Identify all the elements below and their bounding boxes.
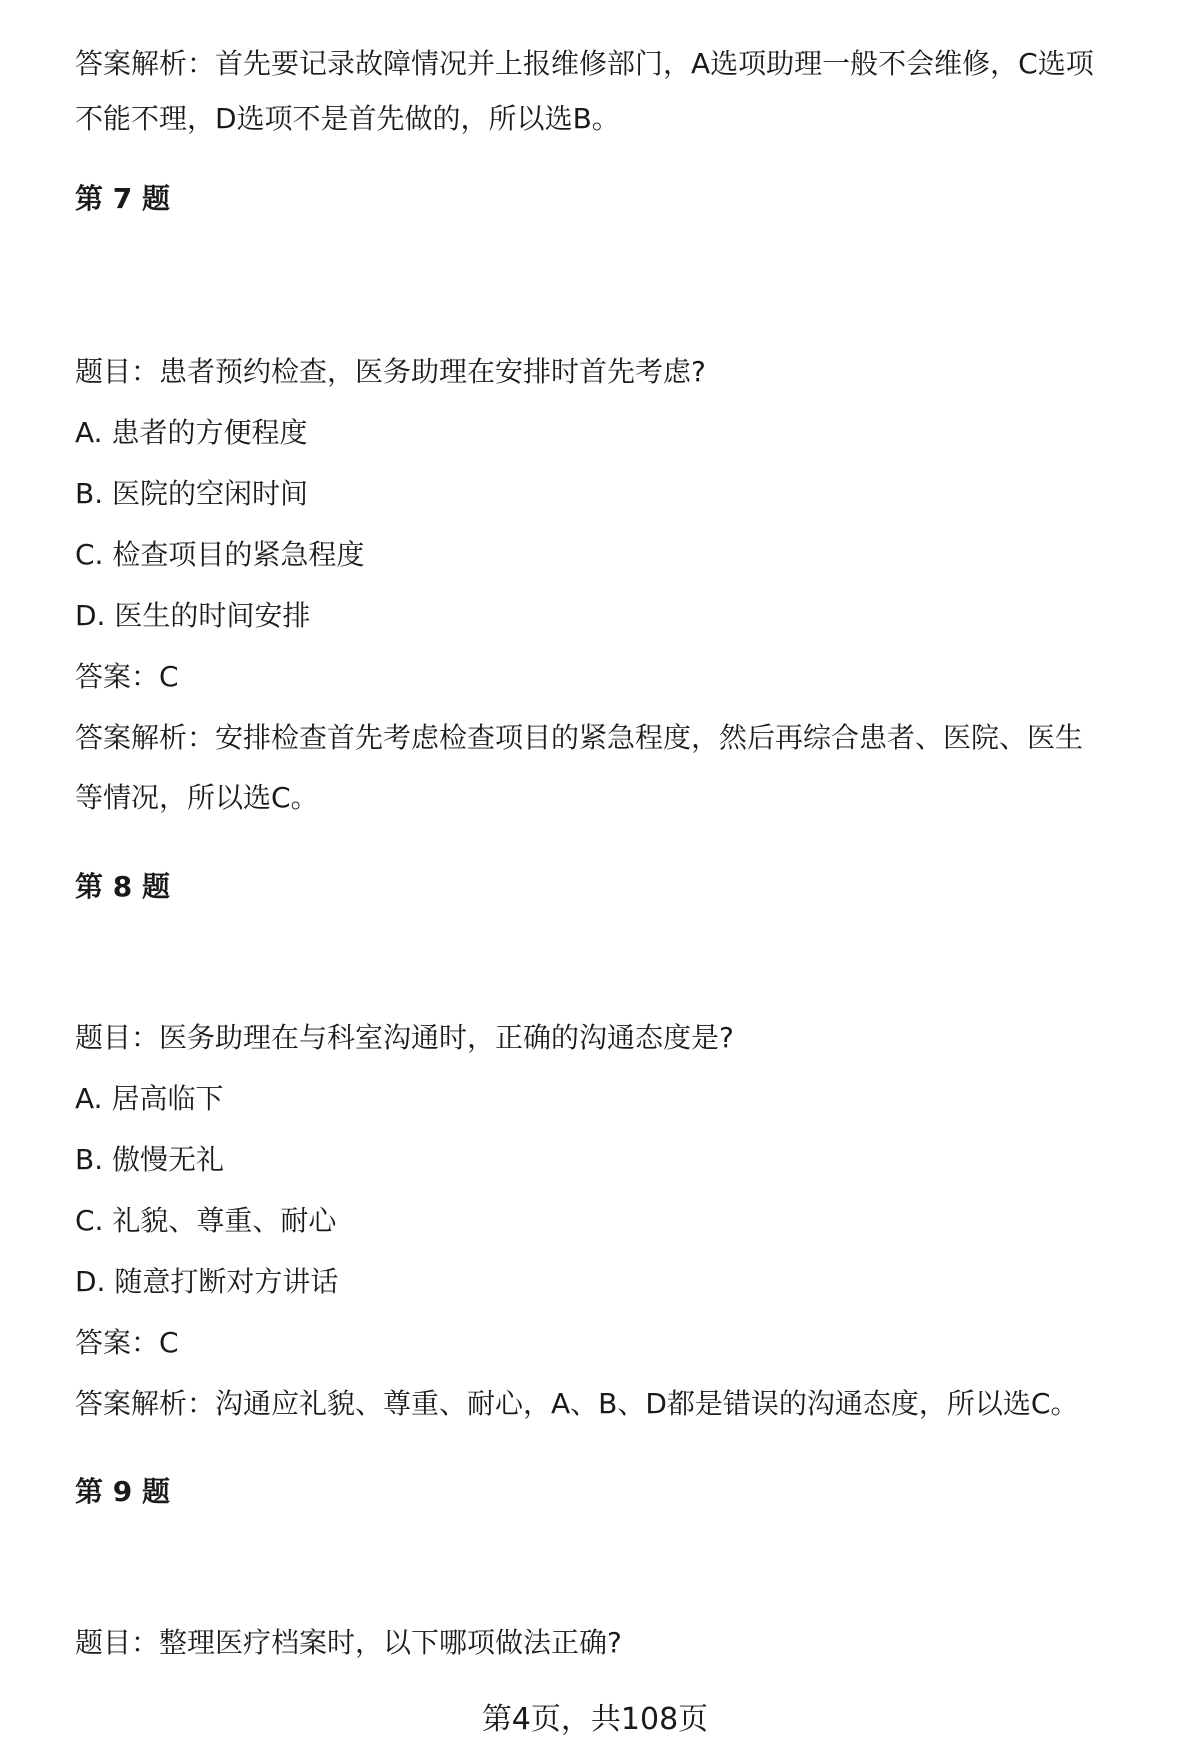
q7-answer: 答案：C xyxy=(75,660,179,693)
q8-heading: 第 8 题 xyxy=(75,870,170,903)
q7-heading: 第 7 题 xyxy=(75,182,170,215)
q8-answer: 答案：C xyxy=(75,1326,179,1359)
q8-option-b: B. 傲慢无礼 xyxy=(75,1143,225,1176)
q7-option-d: D. 医生的时间安排 xyxy=(75,599,311,632)
q8-option-d: D. 随意打断对方讲话 xyxy=(75,1265,339,1298)
q7-explanation-line2: 等情况，所以选C。 xyxy=(75,781,319,814)
q8-option-a: A. 居高临下 xyxy=(75,1082,224,1115)
q8-explanation-line1: 答案解析：沟通应礼貌、尊重、耐心，A、B、D都是错误的沟通态度，所以选C。 xyxy=(75,1387,1079,1420)
q9-question: 题目：整理医疗档案时，以下哪项做法正确? xyxy=(75,1626,622,1659)
q7-option-a: A. 患者的方便程度 xyxy=(75,416,308,449)
q8-question: 题目：医务助理在与科室沟通时，正确的沟通态度是? xyxy=(75,1021,734,1054)
q6-explanation-line1: 答案解析：首先要记录故障情况并上报维修部门，A选项助理一般不会维修，C选项 xyxy=(75,47,1094,80)
q6-explanation-line2: 不能不理，D选项不是首先做的，所以选B。 xyxy=(75,102,620,135)
q7-question: 题目：患者预约检查，医务助理在安排时首先考虑? xyxy=(75,355,706,388)
q7-explanation-line1: 答案解析：安排检查首先考虑检查项目的紧急程度，然后再综合患者、医院、医生 xyxy=(75,721,1084,754)
q7-option-b: B. 医院的空闲时间 xyxy=(75,477,309,510)
page-number-footer: 第4页，共108页 xyxy=(481,1702,709,1737)
q9-heading: 第 9 题 xyxy=(75,1475,170,1508)
q7-option-c: C. 检查项目的紧急程度 xyxy=(75,538,365,571)
q8-option-c: C. 礼貌、尊重、耐心 xyxy=(75,1204,337,1237)
